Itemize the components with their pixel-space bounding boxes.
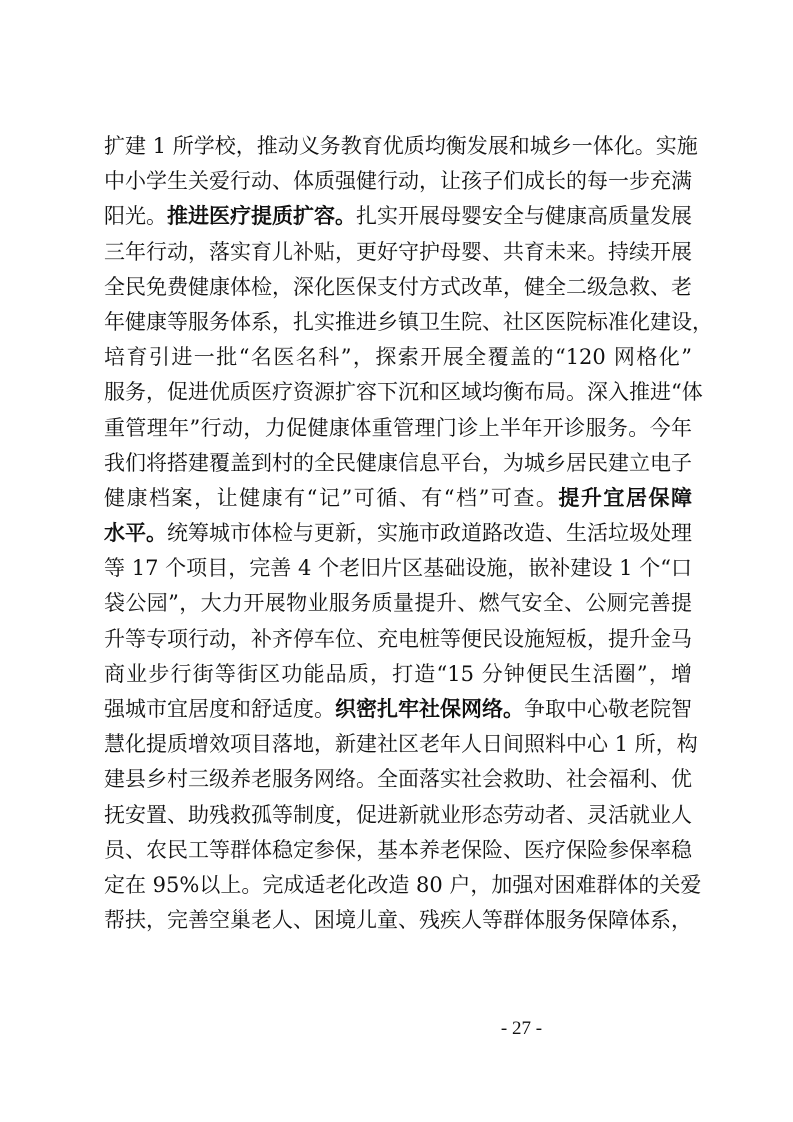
text-line	[104, 868, 702, 903]
text-run: 升等专项行动，补齐停车位、充电桩等便民设施短板，提升金马	[104, 626, 692, 651]
text-line	[104, 199, 692, 234]
text-run: 争取中心敬老院智	[524, 697, 692, 721]
text-line	[104, 833, 692, 868]
text-run: 重管理年”行动，力促健康体重管理门诊上半年开诊服务。今年	[104, 415, 692, 440]
text-run: 慧化提质增效项目落地，新建社区老年人日间照料中心 1 所，构	[104, 732, 698, 757]
text-run: 我们将搭建覆盖到村的全民健康信息平台，为城乡居民建立电子	[104, 450, 692, 475]
document-body	[104, 129, 713, 938]
text-run: 健康档案，让健康有“记”可循、有“档”可查。	[104, 485, 559, 510]
text-line	[104, 586, 692, 621]
text-run: 扩建 1 所学校，推动义务教育优质均衡发展和城乡一体化。实施	[104, 134, 698, 158]
section-heading: 推进医疗提质扩容。	[167, 204, 356, 229]
text-run: 统筹城市体检与更新，实施市政道路改造、生活垃圾处理	[167, 521, 692, 546]
text-line	[104, 903, 692, 938]
text-run: 扎实开展母婴安全与健康高质量发展	[356, 204, 692, 229]
text-run: 服务，促进优质医疗资源扩容下沉和区域均衡布局。深入推进“体	[104, 380, 703, 405]
page-number: - 27 -	[500, 1018, 543, 1039]
text-line	[104, 411, 692, 446]
text-run: 强城市宜居度和舒适度。	[104, 697, 335, 721]
text-line	[104, 692, 692, 727]
text-line	[104, 375, 703, 410]
text-line	[104, 622, 692, 657]
text-run: 员、农民工等群体稳定参保，基本养老保险、医疗保险参保率稳	[104, 837, 692, 862]
text-line	[104, 164, 692, 199]
text-line	[104, 270, 692, 305]
text-run: 全民免费健康体检，深化医保支付方式改革，健全二级急救、老	[104, 274, 692, 299]
text-line	[104, 305, 713, 340]
text-run: 培育引进一批“名医名科”，探索开展全覆盖的“120 网格化”	[104, 345, 692, 370]
text-line	[104, 446, 692, 481]
text-run: 中小学生关爱行动、体质强健行动，让孩子们成长的每一步充满	[104, 169, 692, 194]
text-run: 等 17 个项目，完善 4 个老旧片区基础设施，嵌补建设 1 个“口	[104, 556, 692, 581]
text-run: 定在 95%以上。完成适老化改造 80 户，加强对困难群体的关爱	[104, 872, 702, 897]
text-run: 阳光。	[104, 204, 167, 229]
section-heading: 织密扎牢社保网络。	[335, 697, 524, 721]
text-run: 年健康等服务体系，扎实推进乡镇卫生院、社区医院标准化建设，	[104, 309, 713, 334]
text-line	[104, 235, 692, 270]
text-line	[104, 551, 692, 586]
text-line	[104, 481, 692, 516]
text-line	[104, 727, 698, 762]
section-heading: 提升宜居保障	[558, 485, 692, 510]
text-line	[104, 762, 692, 797]
text-run: 抚安置、助残救孤等制度，促进新就业形态劳动者、灵活就业人	[104, 802, 692, 827]
text-run: 帮扶，完善空巢老人、困境儿童、残疾人等群体服务保障体系，	[104, 908, 692, 933]
text-run: 建县乡村三级养老服务网络。全面落实社会救助、社会福利、优	[104, 767, 692, 792]
text-line	[104, 340, 692, 375]
section-heading: 水平。	[104, 521, 167, 546]
text-line	[104, 657, 692, 692]
text-line	[104, 798, 692, 833]
text-line	[104, 129, 698, 164]
text-run: 三年行动，落实育儿补贴，更好守护母婴、共育未来。持续开展	[104, 239, 692, 264]
text-run: 商业步行街等街区功能品质，打造“15 分钟便民生活圈”，增	[104, 661, 692, 686]
text-line	[104, 516, 692, 551]
text-run: 袋公园”，大力开展物业服务质量提升、燃气安全、公厕完善提	[104, 591, 692, 616]
